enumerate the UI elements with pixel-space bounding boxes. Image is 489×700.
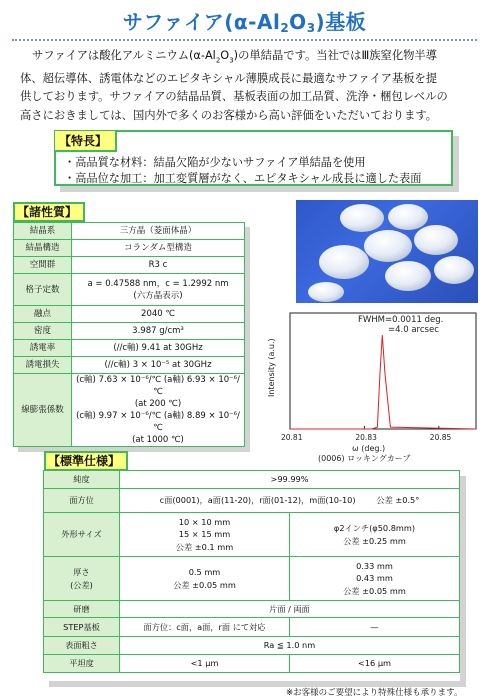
property-value-line: コランダム型構造 (124, 243, 192, 253)
spec-value: >99.99% (120, 471, 460, 489)
spec-value: Ra ≦ 1.0 nm (120, 637, 460, 655)
property-key: 結晶系 (14, 223, 72, 240)
properties-table (13, 222, 245, 447)
spec-key: 外形サイズ (44, 513, 120, 557)
page-title: サファイア$(\alpha-Al_2O_3)$基板 (122, 10, 367, 35)
spec-key: 表面粗さ (44, 637, 120, 655)
spec-table-wrap (43, 470, 460, 681)
wafer-disc (340, 204, 384, 232)
spec-row-purity (44, 471, 460, 489)
wafer-disc (364, 230, 412, 262)
wafer-disc (434, 256, 474, 284)
property-value-line: (六方晶表示) (133, 290, 183, 301)
spec-value: 0.5 mm 公差 ±0.05 mm (120, 557, 290, 601)
x-axis-label: ω (deg.) (352, 444, 386, 453)
spec-key: 厚さ (公差) (44, 557, 120, 601)
spec-value: <1 μm (120, 655, 290, 673)
property-row (14, 306, 245, 323)
spec-value: <16 μm (290, 655, 460, 673)
intro-paragraph: サファイアは酸化アルミニウム$(\alpha-Al_2O_3)$の単結晶です。当社ではⅢ族窒化物半導 体、超伝導体、誘電体などのエピタキシャル薄膜成長に最適なサファイア基板を提 供しております。サファイアの結晶品質、基板表面の加工品質、洗浄・梱包レベルの 高さにおきましては、国内外で多くのお客様から高い評価をいただいております。 (20, 49, 448, 122)
wafer-image (296, 200, 478, 303)
fwhm-annotation-2: =4.0 arcsec (388, 325, 439, 335)
property-value-line: (at 200 ℃) (134, 399, 182, 409)
spec-key: STEP基板 (44, 618, 120, 637)
spec-row-polish (44, 601, 460, 618)
spec-row-step (44, 618, 460, 637)
spec-key: 研磨 (44, 601, 120, 618)
spec-row-size (44, 513, 460, 557)
property-value (72, 223, 245, 240)
property-row (14, 274, 245, 306)
property-value (72, 240, 245, 257)
fwhm-annotation: FWHM=0.0011 deg. (358, 315, 444, 325)
property-row (14, 257, 245, 274)
wafer-disc (319, 245, 369, 279)
property-key: 結晶構造 (14, 240, 72, 257)
property-key: 誘電損失 (14, 357, 72, 374)
wafer-disc (308, 282, 344, 302)
x-tick-label: 20.83 (355, 433, 377, 442)
rocking-curve-chart (262, 305, 482, 465)
wafer-disc (388, 204, 428, 230)
features-box (54, 130, 453, 186)
property-key: 線膨張係数 (14, 374, 72, 447)
property-row (14, 357, 245, 374)
wafer-photo (296, 200, 478, 303)
property-value (72, 306, 245, 323)
spec-value: — (290, 618, 460, 637)
x-tick-label: 20.85 (429, 433, 452, 442)
spec-label: 【標準仕様】 (44, 451, 128, 471)
property-row (14, 323, 245, 340)
spec-value: 面方位：c面，a面，r面 にて対応 (120, 618, 290, 637)
properties-label: 【諸性質】 (13, 202, 85, 222)
property-key: 融点 (14, 306, 72, 323)
spec-value: 10 × 10 mm 15 × 15 mm 公差 ±0.1 mm (120, 513, 290, 557)
property-value (72, 357, 245, 374)
spec-row-thickness (44, 557, 460, 601)
property-key: 格子定数 (14, 274, 72, 306)
property-key: 空間群 (14, 257, 72, 274)
property-row (14, 223, 245, 240)
spec-value: c面(0001)，a面(11-20)，r面(01-12)，m面(10-10) 公差 ±0.5° (120, 489, 460, 513)
title-divider (12, 39, 477, 41)
spec-key: 純度 (44, 471, 120, 489)
spec-value: 片面 / 両面 (120, 601, 460, 618)
property-value (72, 340, 245, 357)
property-value (72, 274, 245, 306)
property-row (14, 240, 245, 257)
property-row (14, 374, 245, 447)
property-value-line: (//c軸) 9.41 at 30GHz (113, 343, 203, 353)
property-value (72, 374, 245, 447)
property-key: 密度 (14, 323, 72, 340)
spec-row-roughness (44, 637, 460, 655)
property-value-line: 3.987 g/cm³ (132, 326, 184, 336)
property-key: 誘電率 (14, 340, 72, 357)
property-value (72, 323, 245, 340)
footnote: ※お客様のご要望により特殊仕様も承ります。 (286, 688, 463, 698)
property-value-line: (//c軸) 3 × 10⁻⁵ at 30GHz (104, 360, 212, 370)
spec-key: 平坦度 (44, 655, 120, 673)
spec-value: 0.33 mm 0.43 mm 公差 ±0.05 mm (290, 557, 460, 601)
wafer-disc (385, 261, 431, 291)
property-value-line: (c軸) 7.63 × 10⁻⁶/℃ (a軸) 6.93 × 10⁻⁶/℃ (76, 375, 240, 397)
features-label: 【特長】 (55, 131, 117, 152)
feature-item: ・高品質な材料：結晶欠陥が少ないサファイア単結晶を使用 (64, 156, 366, 169)
plot-frame (290, 313, 476, 429)
feature-item: ・高品位な加工：加工変質層がなく、エピタキシャル成長に適した表面 (64, 172, 422, 185)
spec-row-orientation (44, 489, 460, 513)
property-value-line: (c軸) 9.97 × 10⁻⁶/℃ (a軸) 8.89 × 10⁻⁶/℃ (76, 411, 240, 433)
property-value-line: 2040 ℃ (141, 309, 175, 319)
property-value-line: R3 c (148, 260, 168, 270)
property-value-line: (at 1000 ℃) (132, 435, 184, 445)
spec-row-flatness (44, 655, 460, 673)
y-axis-label: Intensity (a.u.) (267, 338, 276, 397)
property-value-line: 三方晶（菱面体晶） (119, 226, 197, 236)
property-row (14, 340, 245, 357)
chart-caption: (0006) ロッキングカーブ (318, 454, 411, 463)
wafer-disc (414, 225, 458, 255)
property-value (72, 257, 245, 274)
spec-key: 面方位 (44, 489, 120, 513)
spec-value: φ2インチ(φ50.8mm) 公差 ±0.25 mm (290, 513, 460, 557)
spec-table (43, 470, 460, 673)
property-value-line: a = 0.47588 nm，c = 1.2992 nm (87, 278, 229, 289)
x-tick-label: 20.81 (281, 433, 303, 442)
